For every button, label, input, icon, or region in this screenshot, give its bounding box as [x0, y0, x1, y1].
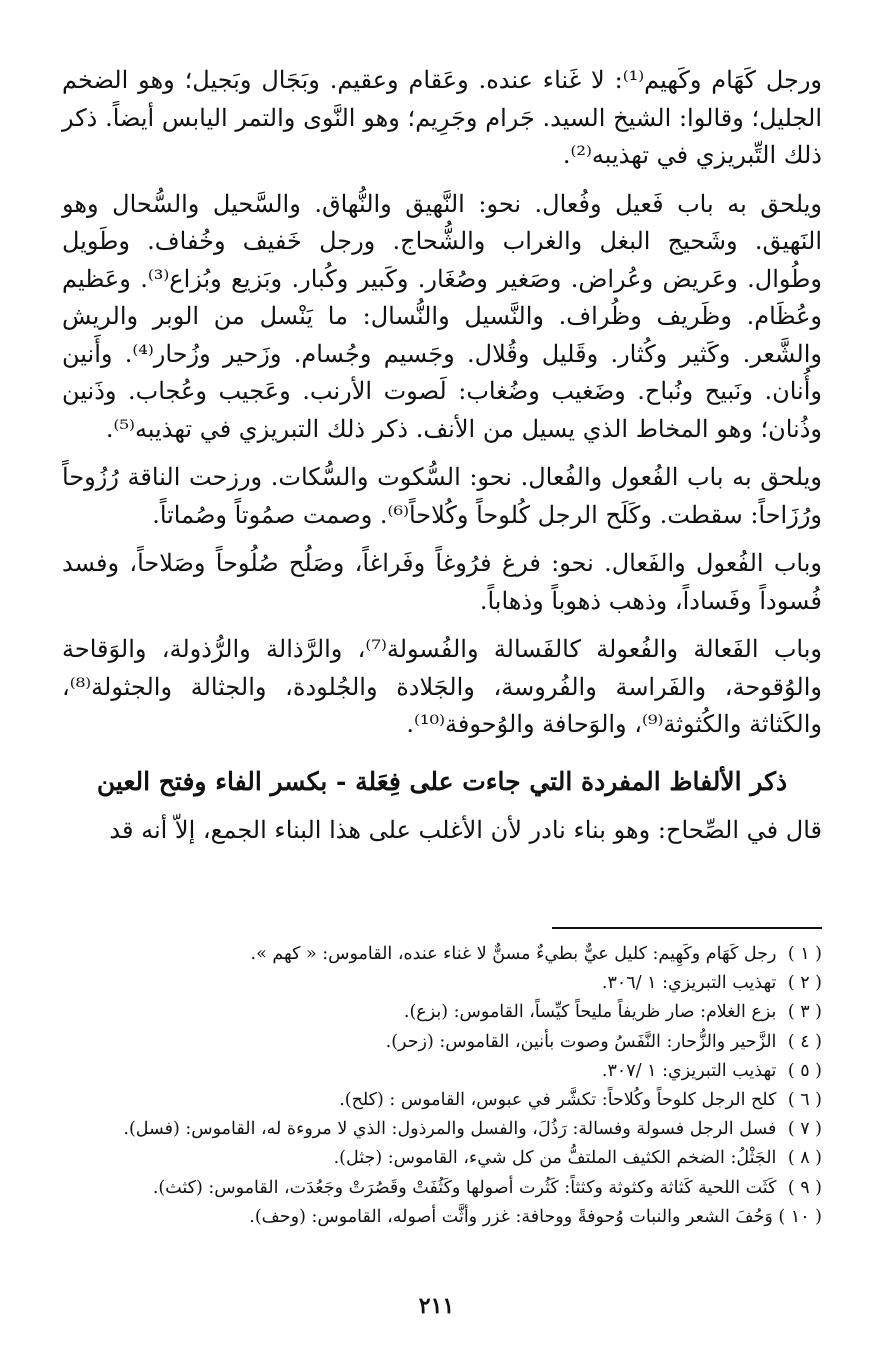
- footnote-number: ( ٦ ): [787, 1090, 822, 1111]
- paragraph-5: وباب الفَعالة والفُعولة كالفَسالة والفُسولة⁽⁷⁾، والرَّذالة والرُّذولة، والوَقاحة والوُقوحة، والفَراسة والفُروسة، والجَلادة والجُلودة، والجثالة والجثولة⁽⁸⁾، والكَثاثة والكُثوثة⁽⁹⁾، والوَحافة والوُحوفة⁽¹⁰⁾.: [62, 635, 822, 738]
- footnote-number: ( ٣ ): [787, 1002, 822, 1023]
- footnote-item: [42, 1057, 822, 1086]
- footnotes-list: [42, 940, 822, 1232]
- footnote-divider: [552, 927, 822, 929]
- footnote-item: [42, 1028, 822, 1057]
- footnote-number: ( ٤ ): [787, 1031, 822, 1052]
- footnote-item: [42, 998, 822, 1027]
- footnote-number: ( ٥ ): [787, 1060, 822, 1081]
- paragraph-1: ورجل كَهَام وكَهيم⁽¹⁾: لا غَناء عنده. وعَقام وعقيم. وبَجَال وبَجيل؛ وهو الضخم الجليل؛ وقالوا: الشيخ السيد. جَرام وجَرِيم؛ وهو النَّوى والتمر اليابس أيضاً. ذكر ذلك التِّبريزي في تهذيبه⁽²⁾.: [62, 66, 823, 169]
- footnote-number: ( ٩ ): [787, 1177, 822, 1198]
- page-number: ٢١١: [418, 1293, 455, 1319]
- footnote-text: تهذيب التبريزي: ١ /٣٠٧.: [601, 1060, 777, 1081]
- footnote-number: ( ٢ ): [787, 973, 822, 994]
- footnote-item: [42, 1174, 822, 1203]
- footnote-number: ( ٨ ): [787, 1148, 822, 1169]
- footnote-item: [42, 1203, 822, 1232]
- footnote-item: [42, 1115, 822, 1144]
- footnote-text: تهذيب التبريزي: ١ /٣٠٦.: [601, 973, 777, 994]
- footnote-text: كلح الرجل كلوحاً وكُلاحاً: تكشَّر في عبوس، القاموس : (كلح).: [339, 1090, 777, 1111]
- footnote-text: فسل الرجل فسولة وفسالة: رَذُلَ، والفسل والمرذول: الذي لا مروءة له، القاموس: (فسل).: [123, 1119, 777, 1140]
- paragraph-2: ويلحق به باب فَعيل وفُعال. نحو: النَّهيق والنُّهاق. والسَّحيل والسُّحال وهو النَهيق. وشَحيج البغل والغراب والشُّحاج. ورجل خَفيف وخُفاف. وطَويل وطُوال. وعَريض وعُراض. وصَغير وصُغَار. وكَبير وكُبار. وبَزيع وبُزاع⁽³⁾. وعَظيم وعُظَام. وظَريف وظُراف. والنَّسيل والنُّسال: ما يَنْسل من الوبر والريش والشَّعر. وكَثير وكُثار. وقَليل وقُلال. وجَسيم وجُسام. وزَحير وزُحار⁽⁴⁾. وأَنين وأُنان. ونَبيح ونُباح. وضَغيب وضُغاب: لَصوت الأرنب. وعَجيب وعُجاب. وذَنين وذُنان؛ وهو المخاط الذي يسيل من الأنف. ذكر ذلك التبريزي في تهذيبه⁽⁵⁾.: [62, 189, 823, 443]
- footnote-item: [42, 1086, 822, 1115]
- footnote-item: [42, 969, 822, 998]
- footnote-number: ( ١ ): [787, 944, 822, 964]
- page-body: [62, 62, 822, 849]
- footnote-text: رجل كَهَام وكَهِيم: كليل عيٌّ بطيءٌ مسنٌّ لا غناء عنده، القاموس: « كهم ».: [250, 944, 777, 964]
- footnote-text: بزع الغلام: صار ظريفاً مليحاً كيِّساً، القاموس: (بزع).: [403, 1002, 777, 1023]
- footnote-text: الزَّحير والزُّحار: النَّفَسُ وصوت بأنين، القاموس: (زحر).: [385, 1031, 777, 1052]
- footnote-item: [42, 940, 822, 969]
- section-heading: ذكر الألفاظ المفردة التي جاءت على فِعَلة - بكسر الفاء وفتح العين: [96, 766, 788, 796]
- paragraph-3: ويلحق به باب الفُعول والفُعال. نحو: السُّكوت والسُّكات. ورزحت الناقة رُزُوحاً ورُزَاحاً: سقطت. وكَلَح الرجل كُلوحاً وكُلاحاً⁽⁶⁾. وصمت صمُوتاً وصُماتاً.: [62, 463, 822, 529]
- section-intro: قال في الصِّحاح: وهو بناء نادر لأن الأغلب على هذا البناء الجمع، إلاّ أنه قد: [109, 815, 822, 844]
- paragraph-4: وباب الفُعول والفَعال. نحو: فرغ فرُوغاً وفَراغاً، وصَلُح صُلُوحاً وصَلاحاً، وفسد فُسوداً وفَساداً، وذهب ذهوباً وذهاباً.: [62, 549, 822, 615]
- footnote-number: ( ١٠ ): [778, 1206, 822, 1227]
- footnote-text: كَثَت اللحية كَثاثة وكثوثة وكثثاً: كَثُرت أصولها وكَثُفَتْ وقَصُرَتْ وجَعُدَت، القاموس: (كثث).: [152, 1177, 777, 1198]
- footnote-number: ( ٧ ): [787, 1119, 822, 1140]
- footnote-text: الجَثْلُ: الضخم الكثيف الملتفُّ من كل شيء، القاموس: (جثل).: [333, 1148, 777, 1169]
- footnote-item: [42, 1144, 822, 1173]
- footnote-text: وَحُفَ الشعر والنبات وُحوفةً ووحافة: غزر وأثَّت أصوله، القاموس: (وحف).: [249, 1206, 773, 1227]
